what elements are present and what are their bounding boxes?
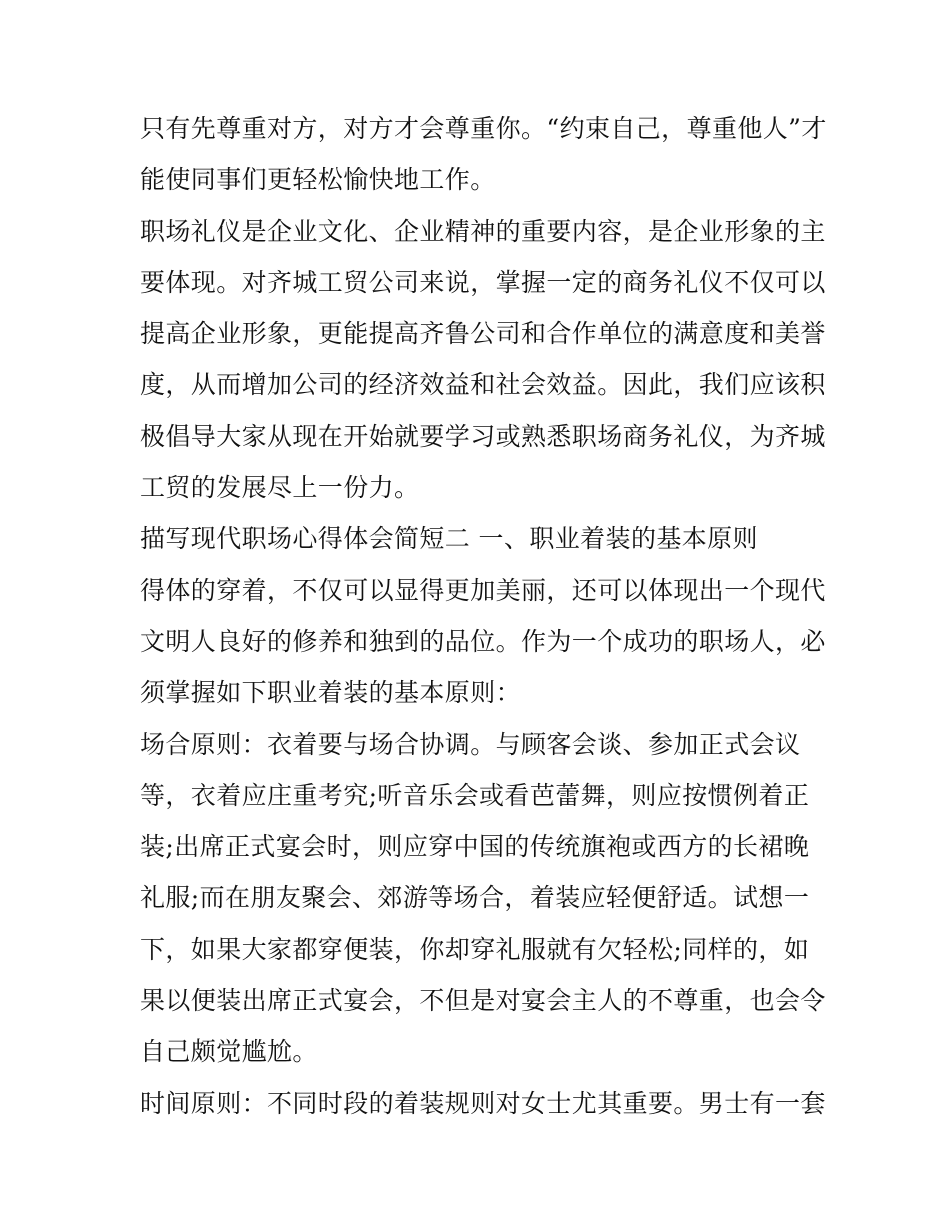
text-line: 提高企业形象，更能提高齐鲁公司和合作单位的满意度和美誉 [140,319,826,349]
document-body [140,103,830,1129]
text-line: 度，从而增加公司的经济效益和社会效益。因此，我们应该积 [140,370,826,400]
text-line: 只有先尊重对方，对方才会尊重你。“约束自己，尊重他人”才 [140,114,827,143]
text-line: 文明人良好的修养和独到的品位。作为一个成功的职场人，必 [140,626,826,656]
text-line: 礼服;而在朋友聚会、郊游等场合，着装应轻便舒适。试想一 [140,883,810,913]
text-line: 等，衣着应庄重考究;听音乐会或看芭蕾舞，则应按惯例着正 [140,780,810,810]
text-line: 装;出席正式宴会时，则应穿中国的传统旗袍或西方的长裙晚 [140,832,810,862]
text-line: 能使同事们更轻松愉快地工作。 [140,165,496,195]
text-line: 时间原则：不同时段的着装规则对女士尤其重要。男士有一套 [140,1088,826,1118]
text-line: 职场礼仪是企业文化、企业精神的重要内容，是企业形象的主 [140,216,826,246]
text-line: 下，如果大家都穿便装，你却穿礼服就有欠轻松;同样的，如 [140,934,810,964]
text-line: 要体现。对齐城工贸公司来说，掌握一定的商务礼仪不仅可以 [140,267,826,297]
text-line: 果以便装出席正式宴会，不但是对宴会主人的不尊重，也会令 [140,986,826,1016]
text-line: 场合原则：衣着要与场合协调。与顾客会谈、参加正式会议 [140,729,801,759]
text-line: 须掌握如下职业着装的基本原则： [140,678,522,708]
section-heading: 描写现代职场心得体会简短二 一、职业着装的基本原则 [140,524,758,554]
text-line: 工贸的发展尽上一份力。 [140,473,420,503]
text-line: 自己颇觉尴尬。 [140,1037,318,1067]
text-line: 得体的穿着，不仅可以显得更加美丽，还可以体现出一个现代 [140,575,826,605]
text-line: 极倡导大家从现在开始就要学习或熟悉职场商务礼仪，为齐城 [140,421,826,451]
